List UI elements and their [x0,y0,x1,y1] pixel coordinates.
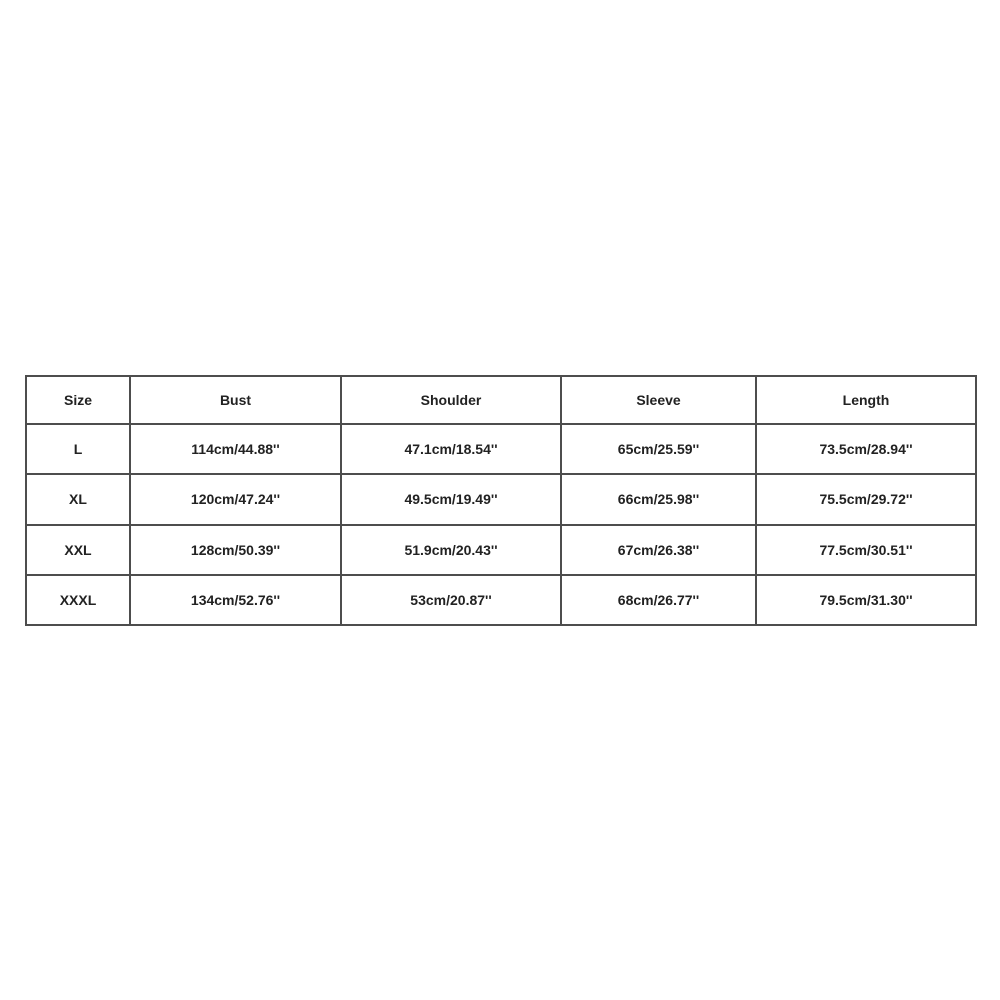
cell-bust: 120cm/47.24'' [130,474,341,524]
cell-size: XXXL [26,575,130,625]
cell-size: XXL [26,525,130,575]
header-shoulder: Shoulder [341,376,561,424]
cell-bust: 128cm/50.39'' [130,525,341,575]
cell-length: 75.5cm/29.72'' [756,474,976,524]
header-bust: Bust [130,376,341,424]
table-row [26,525,976,575]
cell-length: 79.5cm/31.30'' [756,575,976,625]
cell-sleeve: 68cm/26.77'' [561,575,756,625]
header-sleeve: Sleeve [561,376,756,424]
header-length: Length [756,376,976,424]
table-row [26,575,976,625]
cell-shoulder: 49.5cm/19.49'' [341,474,561,524]
cell-length: 73.5cm/28.94'' [756,424,976,474]
table-row [26,424,976,474]
cell-length: 77.5cm/30.51'' [756,525,976,575]
cell-size: XL [26,474,130,524]
cell-shoulder: 53cm/20.87'' [341,575,561,625]
size-chart-table [25,375,977,626]
cell-sleeve: 65cm/25.59'' [561,424,756,474]
table-row [26,474,976,524]
header-size: Size [26,376,130,424]
header-row [26,376,976,424]
cell-bust: 134cm/52.76'' [130,575,341,625]
cell-shoulder: 51.9cm/20.43'' [341,525,561,575]
cell-sleeve: 66cm/25.98'' [561,474,756,524]
cell-bust: 114cm/44.88'' [130,424,341,474]
cell-size: L [26,424,130,474]
cell-shoulder: 47.1cm/18.54'' [341,424,561,474]
cell-sleeve: 67cm/26.38'' [561,525,756,575]
